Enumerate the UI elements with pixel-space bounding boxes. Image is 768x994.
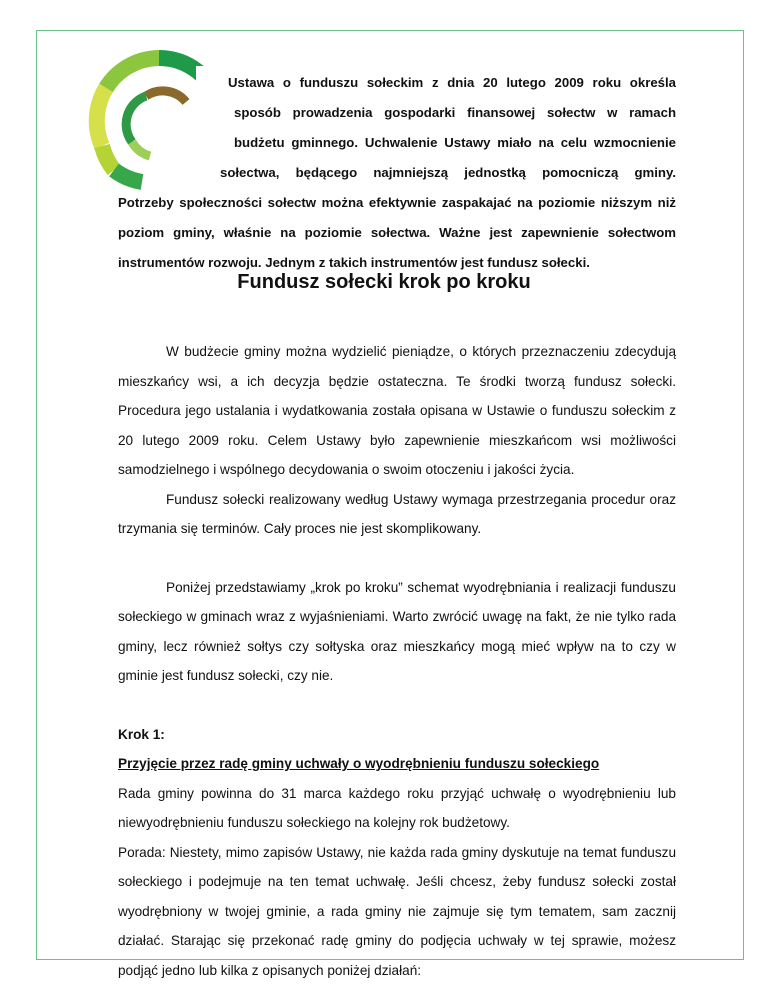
intro-continuation: Potrzeby społeczności sołectw można efektywnie zaspakajać na poziomie niższym niż poziom gminy, właśnie na poziomie sołectwa. Ważne jest zapewnienie sołectwom instrumentów rozwoju. Jednym z takich instrumentów jest fundusz sołecki. <box>118 195 676 270</box>
step-title: Przyjęcie przez radę gminy uchwały o wyodrębnieniu funduszu sołeckiego <box>118 756 600 771</box>
document-body <box>118 337 676 985</box>
paragraph-advice: Porada: Niestety, mimo zapisów Ustawy, nie każda rada gminy dyskutuje na temat funduszu sołeckiego i podejmuje na ten temat uchwałę. Jeśli chcesz, żeby fundusz sołecki został wyodrębniony w twojej gminie, a rada gminy nie zajmuje się tym tematem, sam zacznij działać. Starając się przekonać radę gminy do podjęcia uchwały w tej sprawie, możesz podjąć jedno lub kilka z opisanych poniżej działań: <box>118 844 676 978</box>
paragraph-deadline: Rada gminy powinna do 31 marca każdego roku przyjąć uchwałę o wyodrębnieniu lub niewyodrębnieniu funduszu sołeckiego na kolejny rok budżetowy. <box>118 785 676 830</box>
paragraph-scheme: Poniżej przedstawiamy „krok po kroku” schemat wyodrębniania i realizacji funduszu sołeckiego w gminach wraz z wyjaśnieniami. Warto zwrócić uwagę na fakt, że nie tylko rada gminy, lecz również sołtys czy sołtyska oraz mieszkańcy mogą mieć wpływ na to czy w gminie jest fundusz sołecki, czy nie. <box>118 579 676 683</box>
logo-ring-yellow <box>97 88 106 146</box>
logo-ring-lime <box>102 146 114 170</box>
paragraph-budget: W budżecie gminy można wydzielić pieniądze, o których przeznaczeniu zdecydują mieszkańcy wsi, a ich decyzja będzie ostateczna. Te środki tworzą fundusz sołecki. Procedura jego ustalania i wydatkowania została opisana w Ustawie o funduszu sołeckim z 20 lutego 2009 roku. Celem Ustawy było zapewnienie mieszkańcom wsi możliwości samodzielnego i wspólnego decydowania o swoim otoczeniu i jakości życia. <box>118 344 676 477</box>
step-label: Krok 1: <box>118 726 165 742</box>
intro-line-1: Ustawa o funduszu sołeckim z dnia 20 lutego 2009 roku określa <box>228 75 676 90</box>
intro-text <box>118 68 676 278</box>
paragraph-procedure: Fundusz sołecki realizowany według Ustawy wymaga przestrzegania procedur oraz trzymania się terminów. Cały proces nie jest skomplikowany. <box>118 491 676 536</box>
page-title: Fundusz sołecki krok po kroku <box>237 271 531 293</box>
intro-line-2: sposób prowadzenia gospodarki finansowej sołectw w ramach <box>234 105 676 120</box>
intro-line-4: sołectwa, będącego najmniejszą jednostką pomocniczą gminy. <box>220 165 676 180</box>
intro-line-3: budżetu gminnego. Uchwalenie Ustawy miało na celu wzmocnienie <box>234 135 676 150</box>
